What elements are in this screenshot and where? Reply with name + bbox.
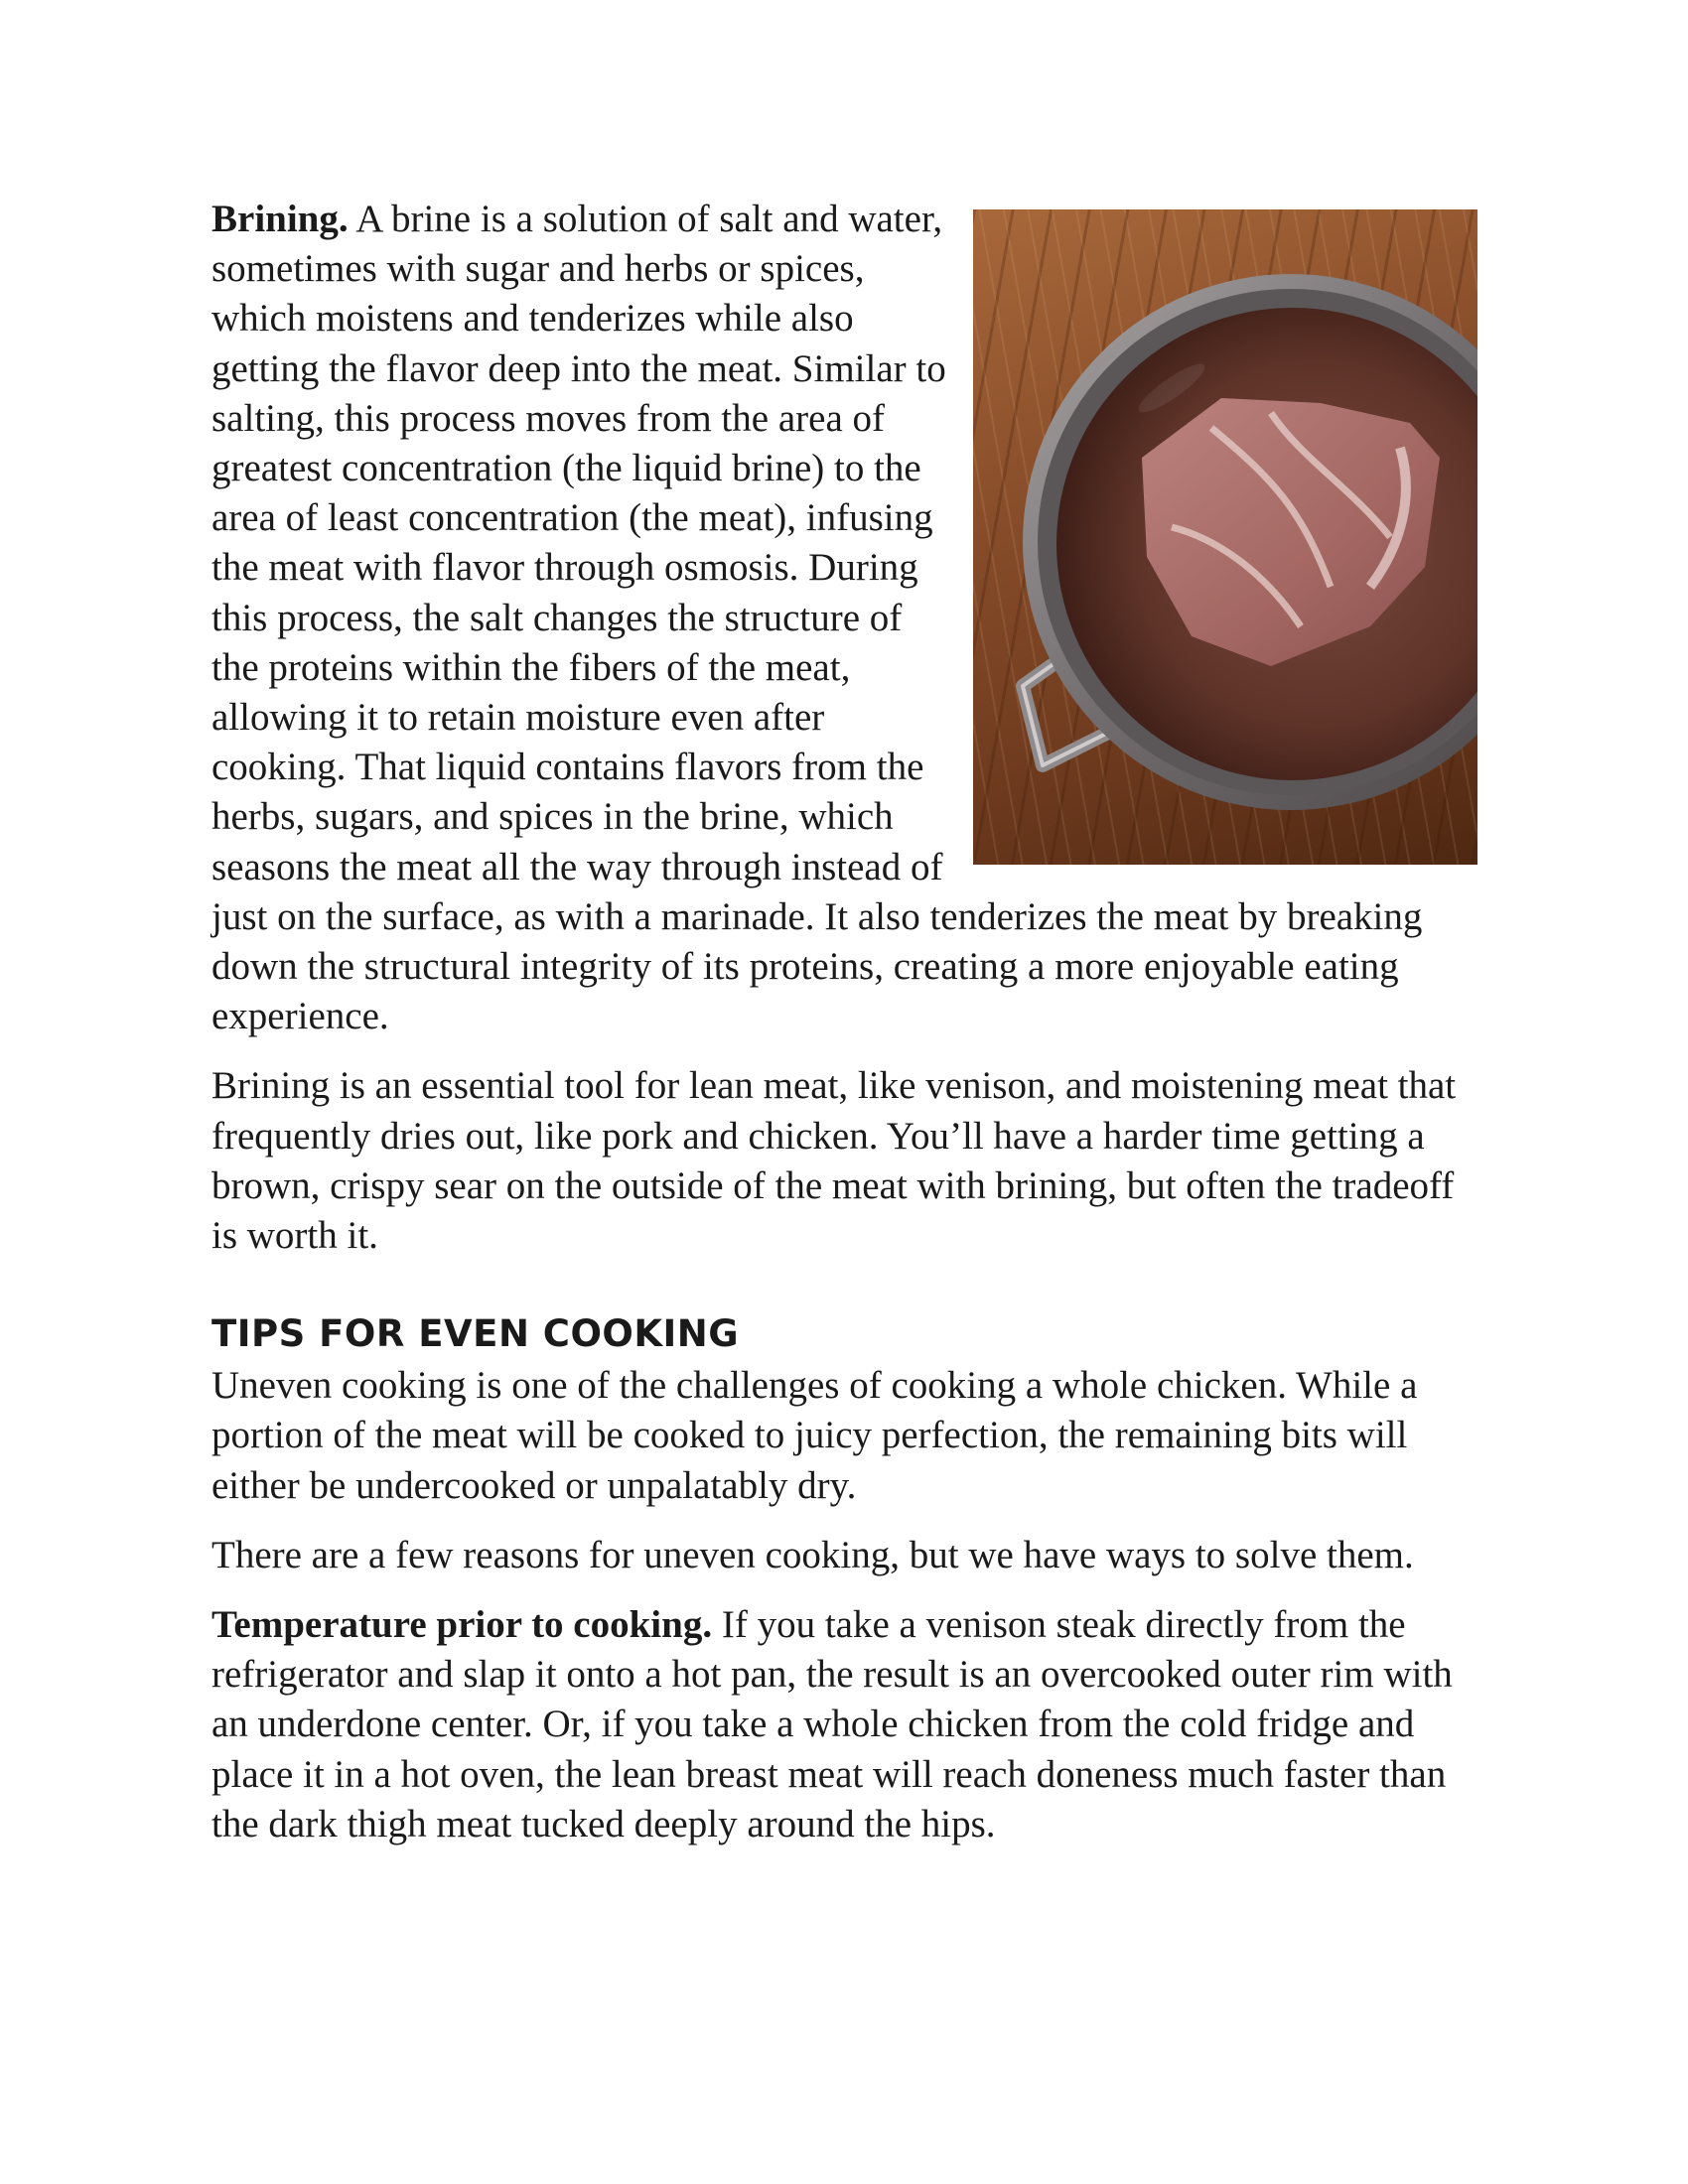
photo-brining-pot-icon xyxy=(973,209,1477,865)
brining-body: A brine is a solution of salt and water, sometimes with sugar and herbs or spices, which moistens and tenderizes while also getting the flavor deep into the meat. Similar to salting, this process moves from the area of greatest concentration (the liquid brine) to the area of least concentration (the meat), infusing the meat with flavor through osmosis. During this process, the salt changes the structure of the proteins within the fibers of the meat, allowing it to retain moisture even after cooking. That liquid contains flavors from the herbs, sugars, and spices in the brine, which seasons the meat all the way through instead of just on the surface, as with a marinade. It also tenderizes the meat by breaking down the structural integrity of its proteins, creating a more enjoyable eating experience. xyxy=(211,198,1423,1038)
tips-paragraph-1: Uneven cooking is one of the challenges of cooking a whole chicken. While a portion of the meat will be cooked to juicy perfection, the remaining bits will either be undercooked or unpalatably dry. xyxy=(211,1364,1418,1507)
temperature-paragraph xyxy=(211,1600,1477,1849)
brining-pot-photo xyxy=(973,209,1477,865)
temperature-lead: Temperature prior to cooking. xyxy=(211,1603,713,1647)
tips-paragraph-2: There are a few reasons for uneven cooking, but we have ways to solve them. xyxy=(211,1533,1414,1576)
brining-lead: Brining. xyxy=(211,198,349,240)
brining-note-paragraph: Brining is an essential tool for lean meat, like venison, and moistening meat that frequently dries out, like pork and chicken. You’ll have a harder time getting a brown, crispy sear on the outside of the meat with brining, but often the tradeoff is worth it. xyxy=(211,1064,1457,1258)
section-heading: TIPS FOR EVEN COOKING xyxy=(211,1312,740,1356)
temperature-body: If you take a venison steak directly from the refrigerator and slap it onto a hot pan, the result is an overcooked outer rim with an underdone center. Or, if you take a whole chicken from the cold fridge and place it in a hot oven, the lean breast meat will reach doneness much faster than the dark thigh meat tucked deeply around the hips. xyxy=(211,1603,1453,1845)
page-content xyxy=(211,195,1477,1849)
